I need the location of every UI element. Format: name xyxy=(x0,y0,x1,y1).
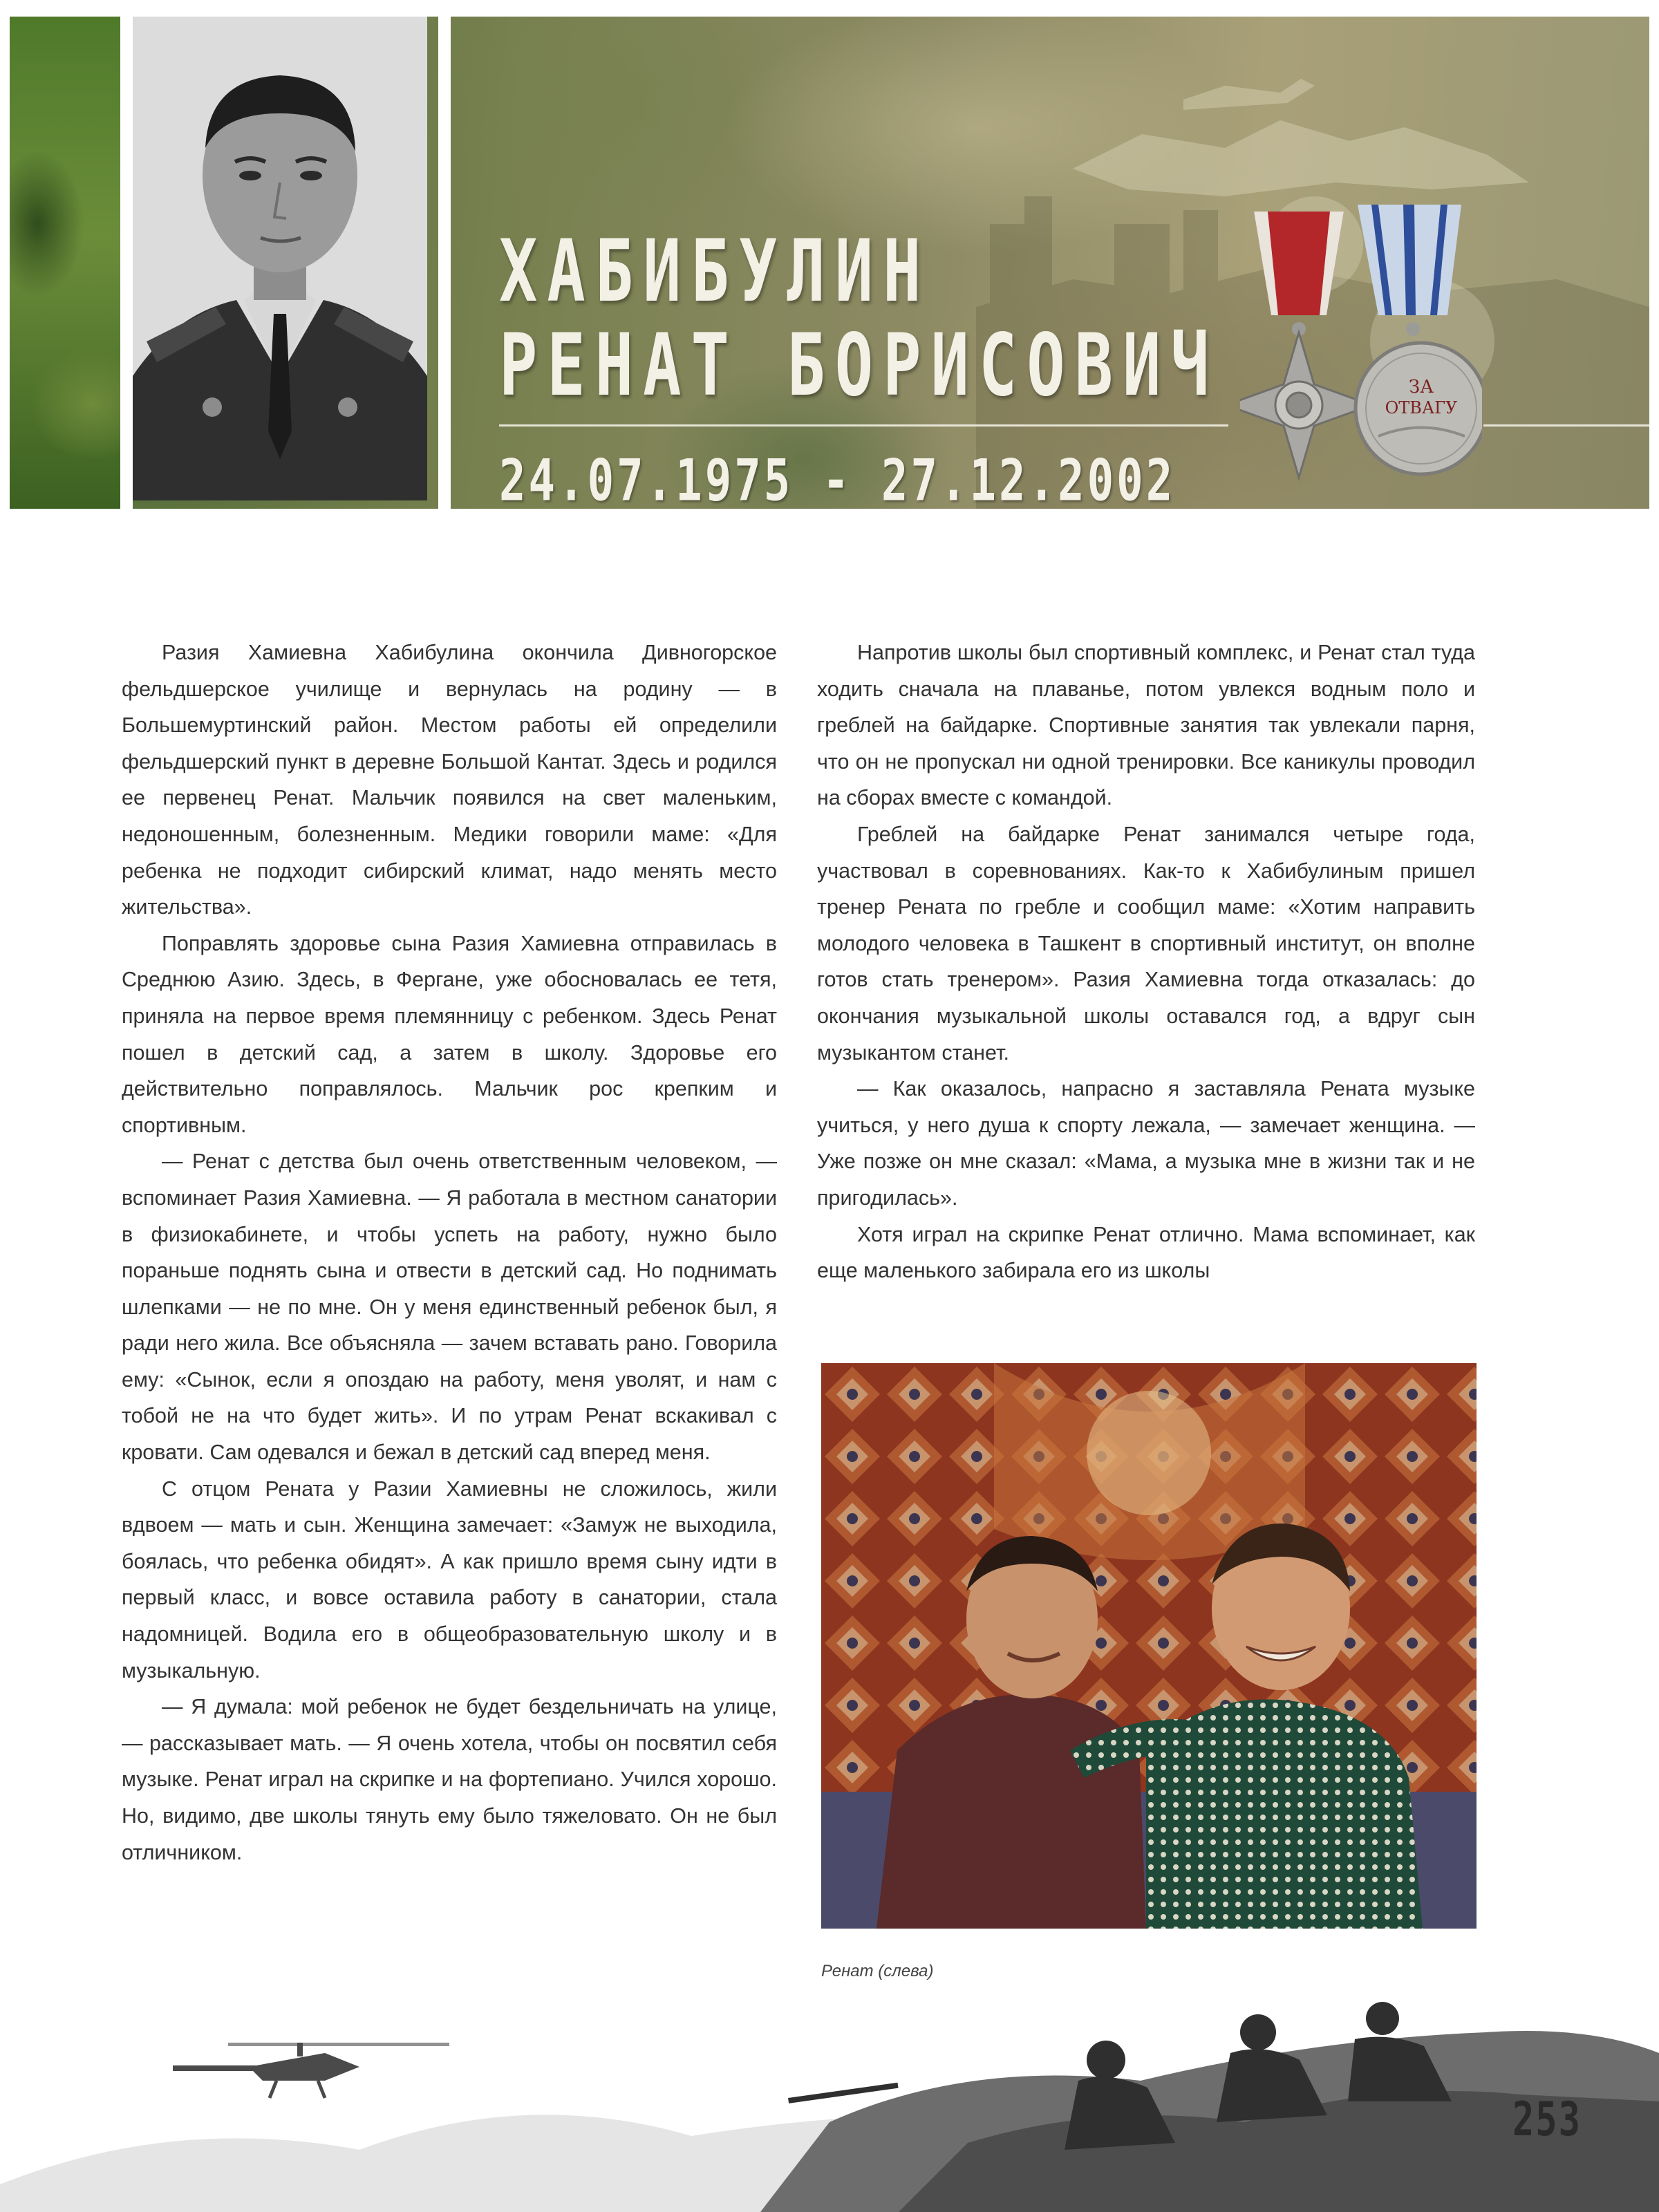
hero-given-names: РЕНАТ БОРИСОВИЧ xyxy=(499,315,1219,415)
paragraph: Поправлять здоровье сына Разия Хамиевна отправилась в Среднюю Азию. Здесь, в Фергане, уже обосновалась ее тетя, приняла на первое время племянницу с ребенком. Здесь Ренат пошел в детский сад, а затем в школу. Здоровье его действительно поправлялось. Мальчик рос крепким и спортивным. xyxy=(122,931,777,1137)
paragraph: Разия Хамиевна Хабибулина окончила Дивногорское фельдшерское училище и вернулась на родину — в Большемуртинский район. Местом работы ей определили фельдшерский пункт в деревне Большой Кантат. Здесь и родился ее первенец Ренат. Мальчик появился на свет маленьким, недоношенным, болезненным. Медики говорили маме: «Для ребенка не подходит сибирский климат, надо менять место жительства». xyxy=(122,641,777,919)
header-divider xyxy=(499,424,1228,427)
header-divider-right xyxy=(1483,424,1649,427)
portrait-photo xyxy=(133,17,427,500)
photo-caption: Ренат (слева) xyxy=(821,1962,934,1980)
paragraph: — Я думала: мой ребенок не будет бездельничать на улице, — рассказывает мать. — Я очень хотела, чтобы он посвятил себя музыке. Ренат играл на скрипке и на фортепиано. Учился хорошо. Но, видимо, две школы тянуть ему было тяжеловато. Он не был отличником. xyxy=(122,1695,777,1864)
medal-inscription-top: ЗА xyxy=(1409,377,1434,397)
order-of-courage-icon xyxy=(1240,212,1371,478)
medal-inscription-bottom: ОТВАГУ xyxy=(1385,398,1458,418)
paragraph: — Как оказалось, напрасно я заставляла Рената музыке учиться, у него душа к спорту лежала, — замечает женщина. — Уже позже он мне сказал: «Мама, а музыка мне в жизни так и не пригодилась». xyxy=(817,1077,1475,1210)
paragraph: Напротив школы был спортивный комплекс, и Ренат стал туда ходить сначала на плаванье, потом увлекся водным поло и греблей на байдарке. Спортивные занятия так увлекали парня, что он не пропускал ни одной тренировки. Все каникулы проводил на сборах вместе с командой. xyxy=(817,641,1475,810)
paragraph: Греблей на байдарке Ренат занимался четыре года, участвовал в соревнованиях. Как-то к Хабибулиным пришел тренер Рената по гребле и сообщил маме: «Хотим направить молодого человека в Ташкент в спортивный институт, он вполне готов стать тренером». Разия Хамиевна тогда отказалась: до окончания музыкальной школы оставался год, а вдруг сын музыкантом станет. xyxy=(817,822,1475,1065)
helicopter-icon xyxy=(173,2043,449,2098)
medal-for-courage-icon xyxy=(1356,205,1482,474)
paragraph: Хотя играл на скрипке Ренат отлично. Мама вспоминает, как еще маленького забирала его из школы xyxy=(817,1222,1475,1283)
footer-battle-silhouette xyxy=(0,1977,1659,2212)
article-left-column xyxy=(122,635,777,1871)
camouflage-strip xyxy=(10,17,120,509)
life-dates: 24.07.1975 - 27.12.2002 xyxy=(499,448,1176,509)
paragraph: — Ренат с детства был очень ответственным человеком, — вспоминает Разия Хамиевна. — Я работала в местном санатории в физиокабинете, и чтобы успеть на работу, нужно было пораньше поднять сына и отвести в детский сад. Но поднимать шлепками — не по мне. Он у меня единственный ребенок был, я ради него жила. Все объясняла — зачем вставать рано. Говорила ему: «Сынок, если я опоздаю на работу, меня уволят, и нам с тобой не на что будет жить». И по утрам Ренат вскакивал с кровати. Сам одевался и бежал в детский сад вперед меня. xyxy=(122,1150,777,1465)
hero-surname: ХАБИБУЛИН xyxy=(499,221,931,321)
medals-image xyxy=(1240,198,1482,502)
paragraph: С отцом Рената у Разии Хамиевны не сложилось, жили вдвоем — мать и сын. Женщина замечает: «Замуж не выходила, боялась, что ребенка обидят». А как пришло время сыну идти в первый класс, и вовсе оставила работу в санатории, стала надомницей. Водила его в общеобразовательную школу и в музыкальную. xyxy=(122,1477,777,1683)
family-photo xyxy=(821,1363,1477,1929)
page-number: 253 xyxy=(1512,2093,1582,2147)
article-right-column xyxy=(817,635,1475,1289)
